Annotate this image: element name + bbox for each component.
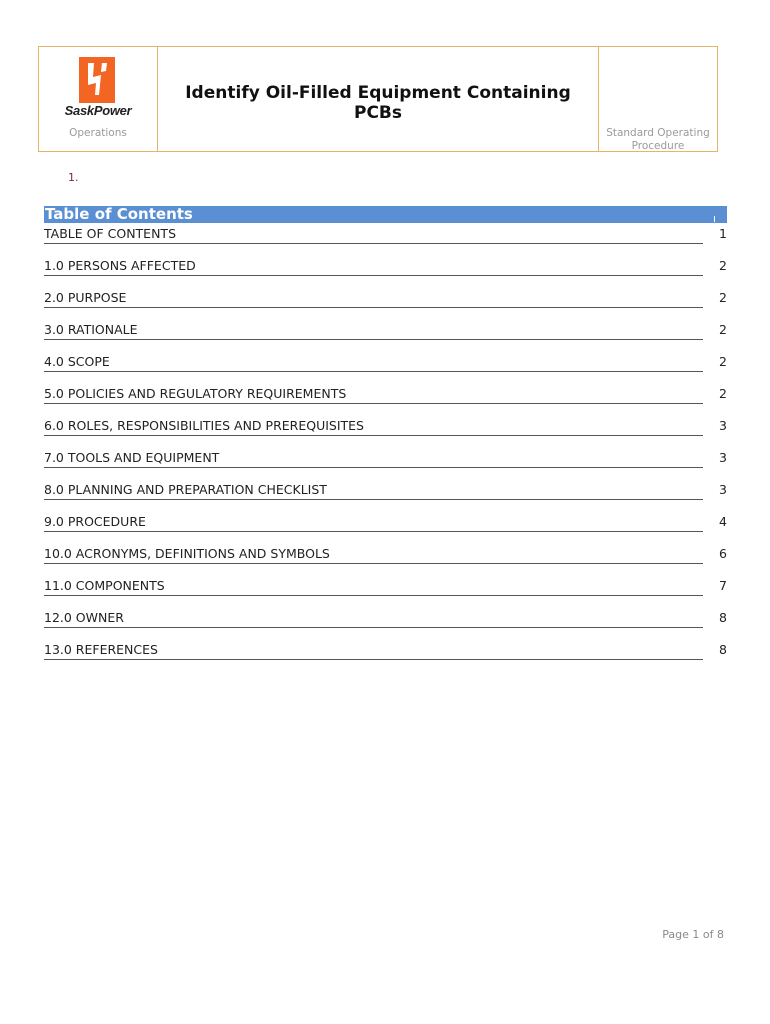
toc-entry-page: 3 (719, 482, 727, 497)
toc-entry[interactable] (44, 290, 727, 322)
document-header (38, 46, 718, 152)
toc-entry[interactable] (44, 354, 727, 386)
page-number: Page 1 of 8 (662, 928, 724, 941)
toc-entry-page: 2 (719, 258, 727, 273)
toc-entry-page: 3 (719, 450, 727, 465)
toc-heading: Table of Contents (45, 205, 193, 223)
toc-entry-page: 2 (719, 322, 727, 337)
toc-entry-link[interactable]: 12.0 OWNER (44, 610, 703, 628)
toc-entry-page: 2 (719, 290, 727, 305)
toc-entry[interactable] (44, 610, 727, 642)
document-type-label: Standard Operating Procedure (606, 127, 710, 152)
department-label: Operations (69, 127, 127, 139)
toc-entry[interactable] (44, 258, 727, 290)
toc-entry-link[interactable]: 6.0 ROLES, RESPONSIBILITIES AND PREREQUISITES (44, 418, 703, 436)
toc-entry[interactable] (44, 226, 727, 258)
toc-entry-link[interactable]: 7.0 TOOLS AND EQUIPMENT (44, 450, 703, 468)
toc-entry[interactable] (44, 322, 727, 354)
toc-entry-page: 4 (719, 514, 727, 529)
toc-entry-link[interactable]: 10.0 ACRONYMS, DEFINITIONS AND SYMBOLS (44, 546, 703, 564)
toc-entry-page: 8 (719, 610, 727, 625)
toc-entry[interactable] (44, 418, 727, 450)
toc-entry-link[interactable]: 13.0 REFERENCES (44, 642, 703, 660)
toc-entry-link[interactable]: 11.0 COMPONENTS (44, 578, 703, 596)
saskpower-logo-icon (79, 57, 115, 103)
document-title: Identify Oil-Filled Equipment Containing PCBs (185, 83, 571, 123)
toc-entry-page: 2 (719, 386, 727, 401)
toc-entry-link[interactable]: 2.0 PURPOSE (44, 290, 703, 308)
toc-entry-page: 6 (719, 546, 727, 561)
header-doctype-cell (599, 47, 717, 151)
toc-heading-bar (44, 206, 727, 223)
toc-bar-marker (714, 216, 715, 222)
toc-entry[interactable] (44, 514, 727, 546)
toc-entry-link[interactable]: 1.0 PERSONS AFFECTED (44, 258, 703, 276)
toc-list (44, 226, 727, 674)
toc-entry[interactable] (44, 482, 727, 514)
list-number: 1. (68, 171, 79, 184)
toc-entry-link[interactable]: 9.0 PROCEDURE (44, 514, 703, 532)
toc-entry-page: 7 (719, 578, 727, 593)
toc-entry-link[interactable]: 3.0 RATIONALE (44, 322, 703, 340)
header-title-cell (158, 47, 599, 151)
toc-entry[interactable] (44, 578, 727, 610)
toc-entry-page: 2 (719, 354, 727, 369)
toc-entry-link[interactable]: 5.0 POLICIES AND REGULATORY REQUIREMENTS (44, 386, 703, 404)
toc-entry[interactable] (44, 642, 727, 674)
header-logo-cell (39, 47, 158, 151)
toc-entry-link[interactable]: 8.0 PLANNING AND PREPARATION CHECKLIST (44, 482, 703, 500)
logo-wordmark: SaskPower (64, 103, 132, 118)
toc-entry-page: 8 (719, 642, 727, 657)
toc-entry[interactable] (44, 546, 727, 578)
toc-entry[interactable] (44, 450, 727, 482)
toc-entry[interactable] (44, 386, 727, 418)
toc-entry-link[interactable]: TABLE OF CONTENTS (44, 226, 703, 244)
toc-entry-page: 3 (719, 418, 727, 433)
toc-entry-link[interactable]: 4.0 SCOPE (44, 354, 703, 372)
toc-entry-page: 1 (719, 226, 727, 241)
